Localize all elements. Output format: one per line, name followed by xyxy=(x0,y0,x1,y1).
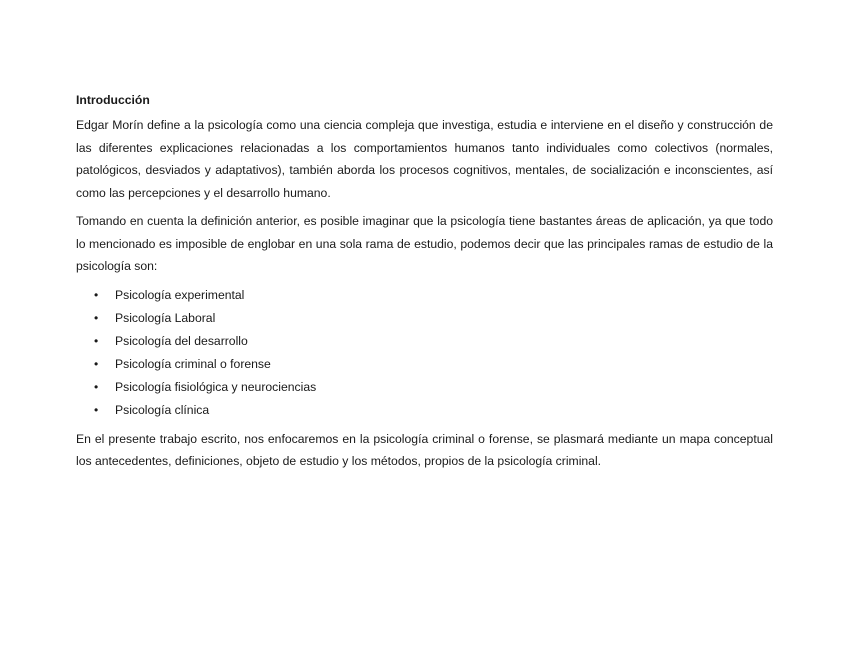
list-item xyxy=(76,353,773,376)
list-item xyxy=(76,307,773,330)
list-item xyxy=(76,399,773,422)
intro-paragraph-definition: Edgar Morín define a la psicología como una ciencia compleja que investiga, estudia e interviene en el diseño y construcción de las diferentes explicaciones relacionadas a los comportamientos humanos tanto individuales como colectivos (normales, patológicos, desviados y adaptativos), también aborda los procesos cognitivos, mentales, de socialización e inconscientes, así como las percepciones y el desarrollo humano. xyxy=(76,118,773,200)
list-item xyxy=(76,330,773,353)
list-item xyxy=(76,376,773,399)
bullet-icon: • xyxy=(94,310,99,325)
list-item-label: Psicología del desarrollo xyxy=(115,333,248,348)
bullet-icon: • xyxy=(94,287,99,302)
list-item-label: Psicología fisiológica y neurociencias xyxy=(115,379,317,394)
bullet-icon: • xyxy=(94,379,99,394)
list-item-label: Psicología experimental xyxy=(115,287,245,302)
intro-paragraph-branches: Tomando en cuenta la definición anterior, es posible imaginar que la psicología tiene bastantes áreas de aplicación, ya que todo lo mencionado es imposible de englobar en una sola rama de estudio, podemos decir que las principales ramas de estudio de la psicología son: xyxy=(76,214,773,273)
bullet-icon: • xyxy=(94,333,99,348)
bullet-icon: • xyxy=(94,402,99,417)
list-item-label: Psicología criminal o forense xyxy=(115,356,271,371)
list-item-label: Psicología Laboral xyxy=(115,310,216,325)
list-item xyxy=(76,284,773,307)
list-item-label: Psicología clínica xyxy=(115,402,210,417)
document-page xyxy=(76,90,773,479)
closing-paragraph: En el presente trabajo escrito, nos enfocaremos en la psicología criminal o forense, se plasmará mediante un mapa conceptual los antecedentes, definiciones, objeto de estudio y los métodos, propios de la psicología criminal. xyxy=(76,431,773,468)
branches-list xyxy=(76,284,773,422)
section-heading: Introducción xyxy=(76,93,150,107)
bullet-icon: • xyxy=(94,356,99,371)
